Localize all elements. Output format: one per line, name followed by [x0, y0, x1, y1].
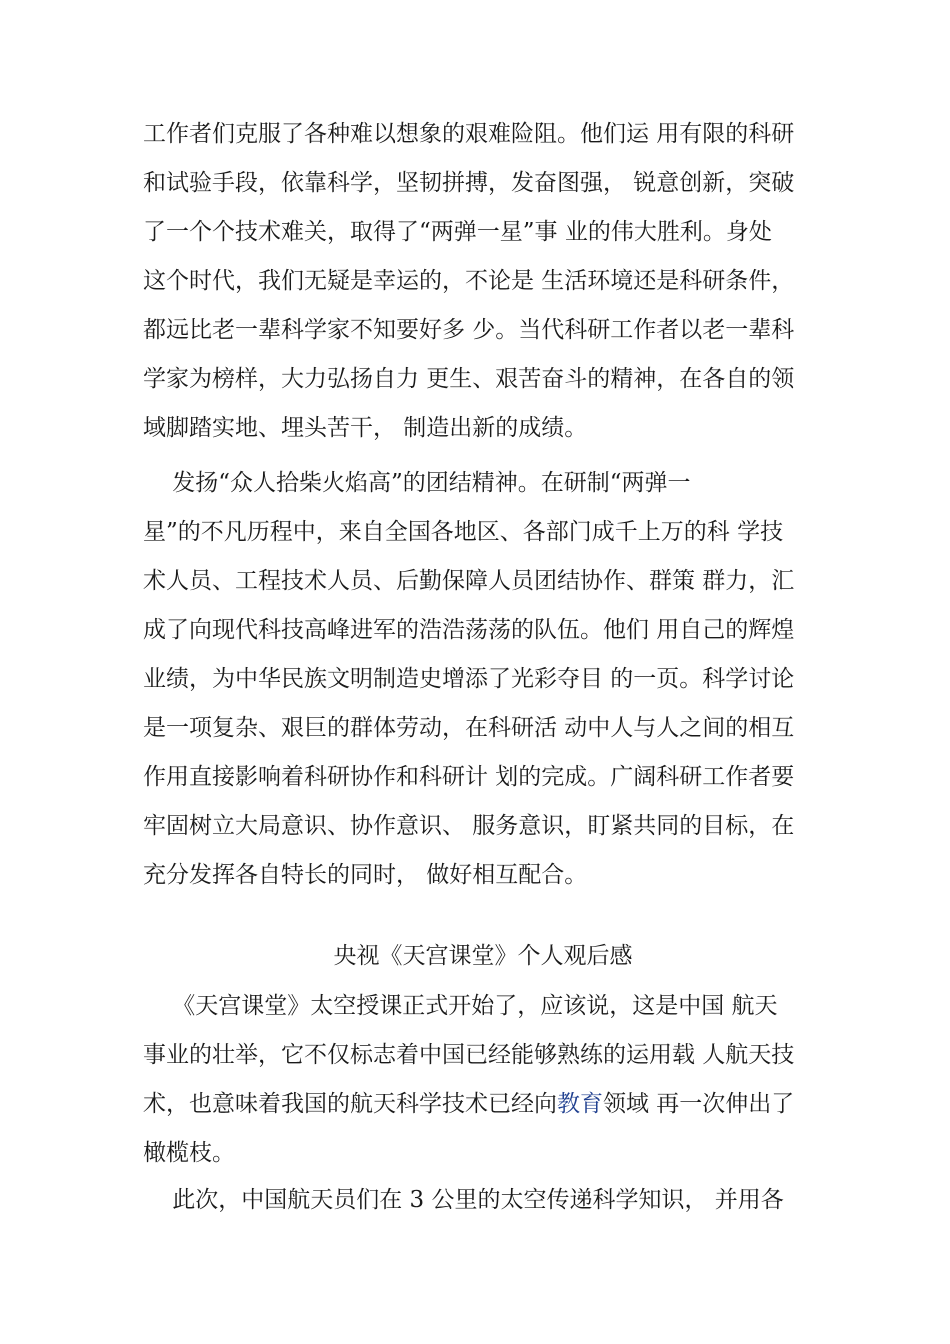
- paragraph-astronauts-teaching: [143, 1176, 823, 1225]
- paragraph-line: 了一个个技术难关，取得了“两弹一星”事 业的伟大胜利。身处: [143, 219, 772, 245]
- paragraph-line: 《天宫课堂》太空授课正式开始了，应该说，这是中国 航天: [143, 993, 778, 1019]
- paragraph-line: 术人员、工程技术人员、后勤保障人员团结协作、群策 群力，汇: [143, 568, 795, 594]
- paragraph-line: 星”的不凡历程中，来自全国各地区、各部门成千上万的科 学技: [143, 519, 784, 545]
- paragraph-two-bombs-one-satellite-spirit: [143, 110, 823, 453]
- paragraph-line: 牢固树立大局意识、协作意识、 服务意识，盯紧共同的目标，在: [143, 813, 795, 839]
- paragraph-teamwork-spirit: [143, 459, 823, 900]
- section-title: 央视《天宫课堂》个人观后感: [333, 943, 633, 969]
- paragraph-line: 事业的壮举，它不仅标志着中国已经能够熟练的运用载 人航天技: [143, 1042, 795, 1068]
- paragraph-line: 学家为榜样，大力弘扬自力 更生、艰苦奋斗的精神，在各自的领: [143, 366, 795, 392]
- paragraph-line: 都远比老一辈科学家不知要好多 少。当代科研工作者以老一辈科: [143, 317, 795, 343]
- paragraph-line: 作用直接影响着科研协作和科研计 划的完成。广阔科研工作者要: [143, 764, 795, 790]
- paragraph-line: 成了向现代科技高峰进军的浩浩荡荡的队伍。他们 用自己的辉煌: [143, 617, 795, 643]
- education-link[interactable]: 教育: [557, 1091, 603, 1117]
- paragraph-line: 充分发挥各自特长的同时， 做好相互配合。: [143, 862, 588, 888]
- paragraph-line: 工作者们克服了各种难以想象的艰难险阻。他们运 用有限的科研: [143, 121, 795, 147]
- paragraph-line: 此次，中国航天员们在 3 公里的太空传递科学知识， 并用各: [143, 1187, 784, 1213]
- paragraph-text: 领域 再一次伸出了: [603, 1091, 795, 1117]
- paragraph-line: 发扬“众人拾柴火焰高”的团结精神。在研制“两弹一: [143, 470, 691, 496]
- paragraph-line: 橄榄枝。: [143, 1140, 235, 1166]
- paragraph-tiangong-classroom-intro: [143, 982, 823, 1178]
- paragraph-line: [143, 1080, 823, 1129]
- paragraph-line: 业绩，为中华民族文明制造史增添了光彩夺目 的一页。科学讨论: [143, 666, 795, 692]
- paragraph-text: 术，也意味着我国的航天科学技术已经向: [143, 1091, 557, 1117]
- paragraph-line: 这个时代，我们无疑是幸运的，不论是 生活环境还是科研条件，: [143, 268, 795, 294]
- paragraph-line: 和试验手段，依靠科学，坚韧拼搏，发奋图强， 锐意创新，突破: [143, 170, 795, 196]
- paragraph-line: 域脚踏实地、埋头苦干， 制造出新的成绩。: [143, 415, 588, 441]
- paragraph-line: 是一项复杂、艰巨的群体劳动，在科研活 动中人与人之间的相互: [143, 715, 795, 741]
